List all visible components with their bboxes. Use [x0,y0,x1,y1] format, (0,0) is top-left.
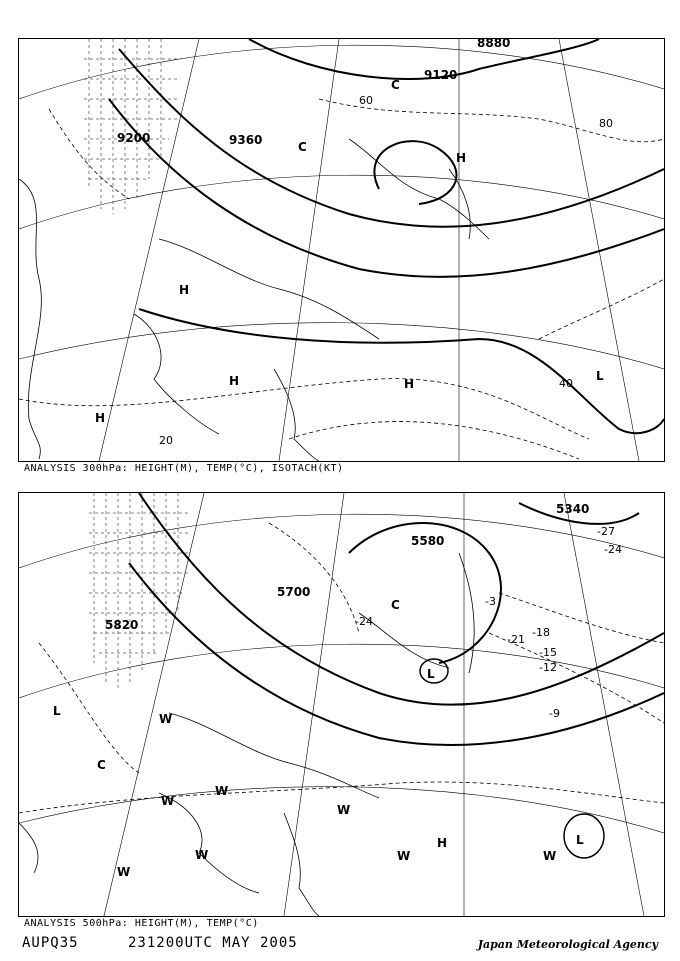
temp-label: -9 [549,707,560,720]
pressure-center: H [179,283,190,297]
height-contours [109,39,664,433]
map-panel-500hpa [18,492,665,917]
isotach-label: 80 [599,117,613,130]
pressure-center: W [543,849,557,863]
height-label: 9200 [117,131,151,145]
pressure-center: L [576,833,584,847]
pressure-center: H [95,411,106,425]
pressure-center: W [195,848,209,862]
temp-label: -18 [532,626,550,639]
coastline [19,139,489,461]
height-label: 5700 [277,585,311,599]
height-label: 5580 [411,534,445,548]
temp-label: -24 [355,615,373,628]
height-label: 9360 [229,133,263,147]
temp-label: -24 [604,543,622,556]
pressure-center: C [298,140,307,154]
chart-id: AUPQ35 [22,935,79,951]
pressure-center: W [397,849,411,863]
pressure-center: L [596,369,604,383]
pressure-center: C [391,598,400,612]
isotach-label: 60 [359,94,373,107]
pressure-center: H [229,374,240,388]
isotach-contours [19,99,664,459]
pressure-center: H [404,377,415,391]
temp-label: -12 [539,661,557,674]
temp-label: -21 [507,633,525,646]
low-center-circle [420,659,604,858]
caption-300hpa: ANALYSIS 300hPa: HEIGHT(M), TEMP(°C), ISOTACH(KT) [24,463,344,474]
pressure-center: W [117,865,131,879]
temp-label: -27 [597,525,615,538]
agency-name: Japan Meteorological Agency [477,938,658,951]
temp-label: -15 [539,646,557,659]
pressure-center: W [159,712,173,726]
latlon-grid [19,493,664,916]
pressure-center: C [391,78,400,92]
caption-500hpa: ANALYSIS 500hPa: HEIGHT(M), TEMP(°C) [24,918,259,929]
pressure-center: L [53,704,61,718]
temp-label: -3 [485,595,496,608]
temp-contours [19,523,664,813]
pressure-center: L [427,667,435,681]
latlon-grid [19,39,664,461]
map-panel-300hpa [18,38,665,462]
weather-map-500hpa [19,493,664,916]
pressure-center: H [437,836,448,850]
height-contours [129,493,664,745]
valid-time: 231200UTC MAY 2005 [128,935,298,951]
pressure-center: W [161,794,175,808]
pressure-center: W [215,784,229,798]
height-label: 9120 [424,68,458,82]
pressure-center: C [97,758,106,772]
height-label: 5820 [105,618,139,632]
height-label: 5340 [556,502,590,516]
isotach-label: 20 [159,434,173,447]
pressure-center: H [456,151,467,165]
height-label: 8880 [477,39,511,50]
pressure-center: W [337,803,351,817]
isotach-label: 40 [559,377,573,390]
weather-map-300hpa [19,39,664,461]
